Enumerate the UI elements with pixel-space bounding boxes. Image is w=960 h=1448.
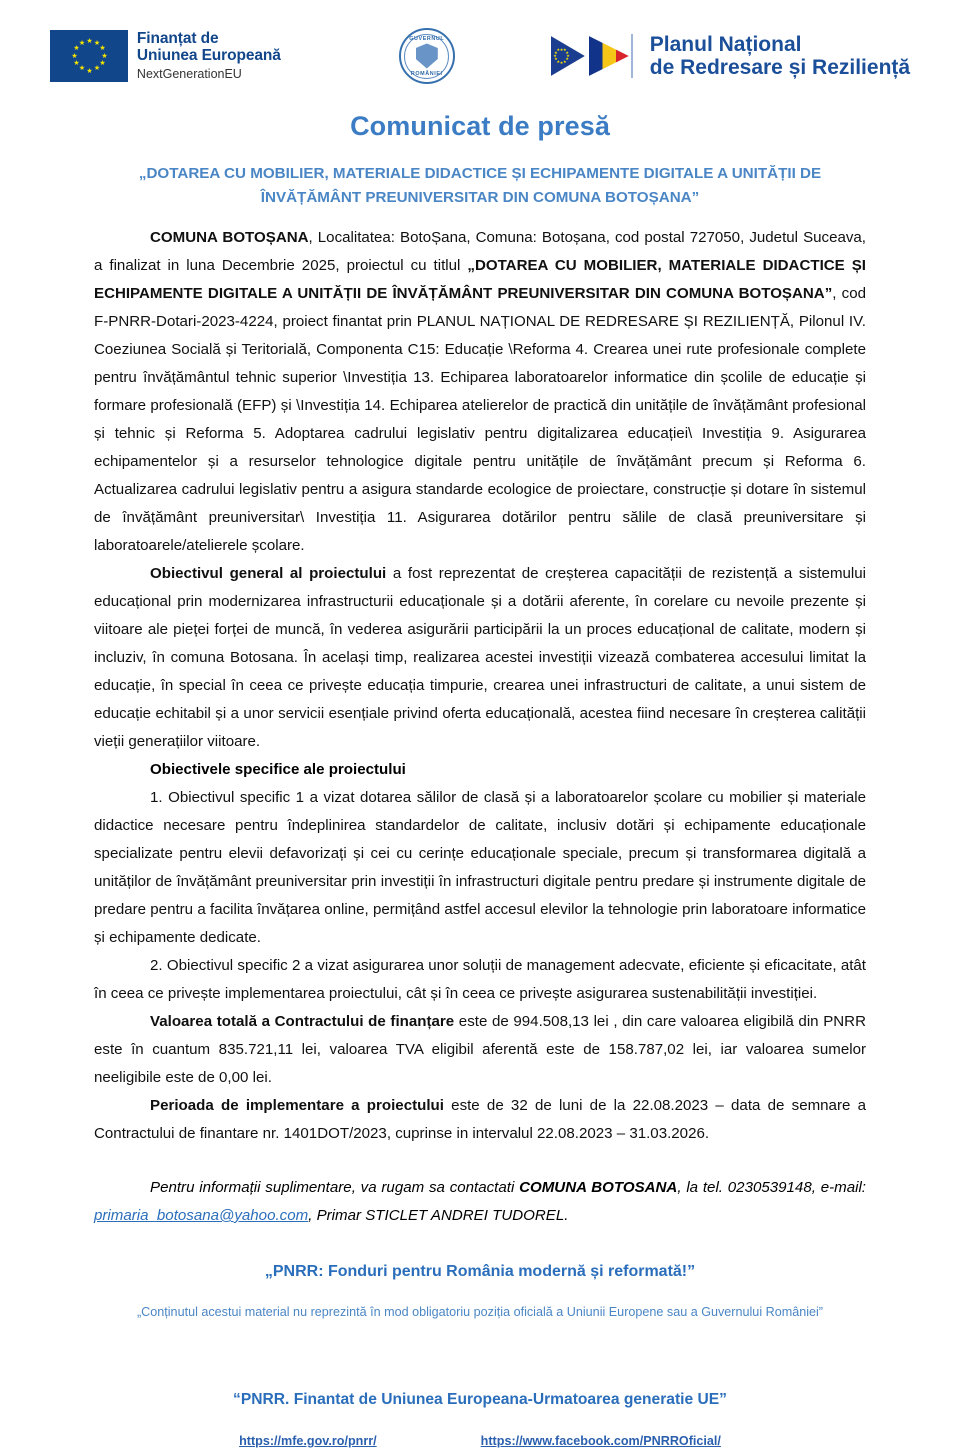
facebook-pnrr-link[interactable]: https://www.facebook.com/PNRROficial/ xyxy=(480,1434,721,1448)
mfe-website-link[interactable]: https://mfe.gov.ro/pnrr/ xyxy=(239,1434,377,1448)
paragraph-objective-1: 1. Obiectivul specific 1 a vizat dotarea sălilor de clasă și a laboratoarelor școlare cu mobilier și materiale didactice necesare pentru îndeplinirea standardelor de calitate, inclusiv dotări și echipamente educaționale specializate pentru elevii defavorizați și cei cu cerințe educaționale speciale, precum și transformarea digitală a unităților de învățământ preuniversitar prin investiții în infrastructuri digitale pentru predare și instrumente digitale de predare pentru a facilita învățarea online, permițând astfel accesul elevilor la tehnologie prin laboratoare informatice și echipamente dedicate. xyxy=(94,789,866,946)
footer-links-row xyxy=(94,1434,866,1448)
romania-tricolor-arrow-icon xyxy=(589,36,629,76)
eu-star-icon xyxy=(71,54,76,59)
eu-star-icon xyxy=(563,60,567,64)
text-contact-prefix: Pentru informații suplimentare, va rugam sa contactati xyxy=(150,1179,520,1196)
eu-flag-icon xyxy=(50,30,128,82)
paragraph-general-objective xyxy=(94,560,866,756)
heading-specific-objectives: Obiectivele specifice ale proiectului xyxy=(150,761,406,778)
text-project-title-bold: „DOTAREA CU MOBILIER, MATERIALE DIDACTICE ȘI ECHIPAMENTE DIGITALE A UNITĂȚII DE ÎNVĂȚĂMÂNT PREUNIVERSITAR DIN COMUNA BOTOȘANA” xyxy=(94,257,866,302)
eu-star-icon xyxy=(73,61,78,66)
eu-star-icon xyxy=(557,48,561,52)
paragraph-implementation-period xyxy=(94,1092,866,1148)
government-of-romania-seal-icon xyxy=(399,28,455,84)
pnrr-arrows-icon xyxy=(551,34,640,78)
pnrr-funding-note: “PNRR. Finantat de Uniunea Europeana-Urmatoarea generatie UE” xyxy=(233,1391,727,1408)
text-implementation-period-bold: Perioada de implementare a proiectului xyxy=(150,1097,444,1114)
eu-star-icon xyxy=(79,41,84,46)
eu-logo-line1: Finanțat de xyxy=(136,30,219,47)
eu-star-icon xyxy=(86,69,91,74)
pnrr-logo-line2: de Redresare și Reziliență xyxy=(649,56,911,79)
pnrr-slogan: „PNRR: Fonduri pentru România modernă și reformată!” xyxy=(264,1263,696,1280)
paragraph-project-identification xyxy=(94,224,866,560)
paragraph-contact-info xyxy=(94,1148,866,1230)
text-p1-d: , cod F-PNRR-Dotari-2023-4224, proiect finantat prin PLANUL NAȚIONAL DE REDRESARE ȘI REZILIENȚĂ, Pilonul IV. Coeziunea Socială și Teritorială, Componenta C15: Educație \Reforma 4. Crearea unei rute profesionale complete pentru învățământul tehnic superior \Investiția 13. Echiparea laboratoarelor informatice din școlile de educație și formare profesională (EFP) și \Investiția 14. Echiparea atelierelor de practică din unitățile de învățământ profesional și tehnic și Reforma 5. Adoptarea cadrului legislativ pentru digitalizarea educației\ Investiția 9. Asigurarea echipamentelor și a resurselor tehnologice digitale pentru unitățile de învățământ precum și Reforma 6. Actualizarea cadrului legislativ pentru a asigura standarde ecologice de proiectare, construcție și dotare în sistemul de învățământ preuniversitar\ Investiția 11. Asigurarea dotărilor pentru sălile de clasă preuniversitare și laboratoarele/atelierele școlare. xyxy=(94,285,866,554)
seal-text-top: GUVERNUL xyxy=(409,36,445,42)
document-body xyxy=(94,210,866,1448)
text-contact-entity-bold: COMUNA BOTOSANA xyxy=(519,1179,678,1196)
pnrr-logo xyxy=(551,33,910,79)
text-general-objective-bold: Obiectivul general al proiectului xyxy=(150,565,387,582)
eu-logo-line2: Uniunea Europeană xyxy=(136,47,281,64)
text-p5-rest: este de 994.508,13 lei , din care valoarea eligibilă din PNRR este în cuantum 835.721,11 lei, valoarea TVA eligibil aferentă este de 158.787,02 lei, iar valoarea sumelor neeligibile este de 0,00 lei. xyxy=(94,1013,866,1086)
text-p1-b: , Localitatea: BotoȘana, Comuna: Botoșana, cod postal 727050, Judetul Suceava, a finalizat in luna Decembrie 2025, proiectul cu titlul xyxy=(94,229,867,274)
text-contact-suffix: , Primar STICLET ANDREI TUDOREL. xyxy=(308,1207,569,1224)
pnrr-logo-line1: Planul Național xyxy=(649,33,802,56)
eu-star-icon xyxy=(99,46,104,51)
eu-star-icon xyxy=(560,61,564,65)
eu-star-icon xyxy=(94,41,99,46)
text-p6-rest: este de 32 de luni de la 22.08.2023 – data de semnare a Contractului de finantare nr. 1401DOT/2023, cuprinse in intervalul 22.08.2023 – 31.03.2026. xyxy=(94,1097,866,1142)
eu-arrow-icon xyxy=(551,36,585,76)
eu-logo-line3: NextGenerationEU xyxy=(136,67,242,81)
eu-funding-logo xyxy=(50,30,281,82)
pnrr-divider-bar xyxy=(631,34,633,78)
eu-star-icon xyxy=(101,54,106,59)
seal-text-bottom: ROMÂNIEI xyxy=(410,71,443,77)
page-title: Comunicat de presă xyxy=(350,111,610,141)
contact-email-link[interactable]: primaria_botosana@yahoo.com xyxy=(94,1207,309,1224)
eu-disclaimer-text: „Conținutul acestui material nu reprezintă în mod obligatoriu poziția oficială a Uniunii Europene sau a Guvernului României” xyxy=(136,1305,824,1319)
eu-star-icon xyxy=(94,66,99,71)
logo-header-strip xyxy=(0,0,960,81)
text-contract-value-bold: Valoarea totală a Contractului de finanțare xyxy=(150,1013,455,1030)
text-municipality-bold: COMUNA BOTOȘANA xyxy=(150,229,309,246)
project-title: „DOTAREA CU MOBILIER, MATERIALE DIDACTICE ȘI ECHIPAMENTE DIGITALE A UNITĂȚII DE ÎNVĂȚĂMÂNT PREUNIVERSITAR DIN COMUNA BOTOȘANA” xyxy=(138,165,822,206)
paragraph-contract-value xyxy=(94,1008,866,1092)
eu-star-icon xyxy=(99,61,104,66)
text-p2-rest: a fost reprezentat de creșterea capacității de rezistență a sistemului educațional prin modernizarea infrastructurii educaționale și a dotării aferente, în corelare cu nevoile prezente și viitoare ale pieței forței de muncă, în vederea asigurării participării la un proces educațional de calitate, modern și incluziv, în comuna Botosana. În același timp, realizarea acestei investiții vizează combaterea accesului limitat la educație, în special în ceea ce privește educația timpurie, crearea unei infrastructuri de calitate, a unui sistem de educație echitabil și a unor servicii esențiale privind oferta educațională, acestea fiind necesare în creșterea calității vieții generațiilor viitoare. xyxy=(94,565,867,750)
paragraph-objective-2: 2. Obiectivul specific 2 a vizat asigurarea unor soluții de management adecvate, eficiente și eficacitate, atât în ceea ce privește implementarea proiectului, cât și în ceea ce privește asigurarea sustenabilității investiției. xyxy=(94,957,866,1002)
text-contact-middle: , la tel. 0230539148, e-mail: xyxy=(677,1179,866,1196)
eu-star-icon xyxy=(86,39,91,44)
eu-star-icon xyxy=(79,66,84,71)
eu-star-icon xyxy=(73,46,78,51)
